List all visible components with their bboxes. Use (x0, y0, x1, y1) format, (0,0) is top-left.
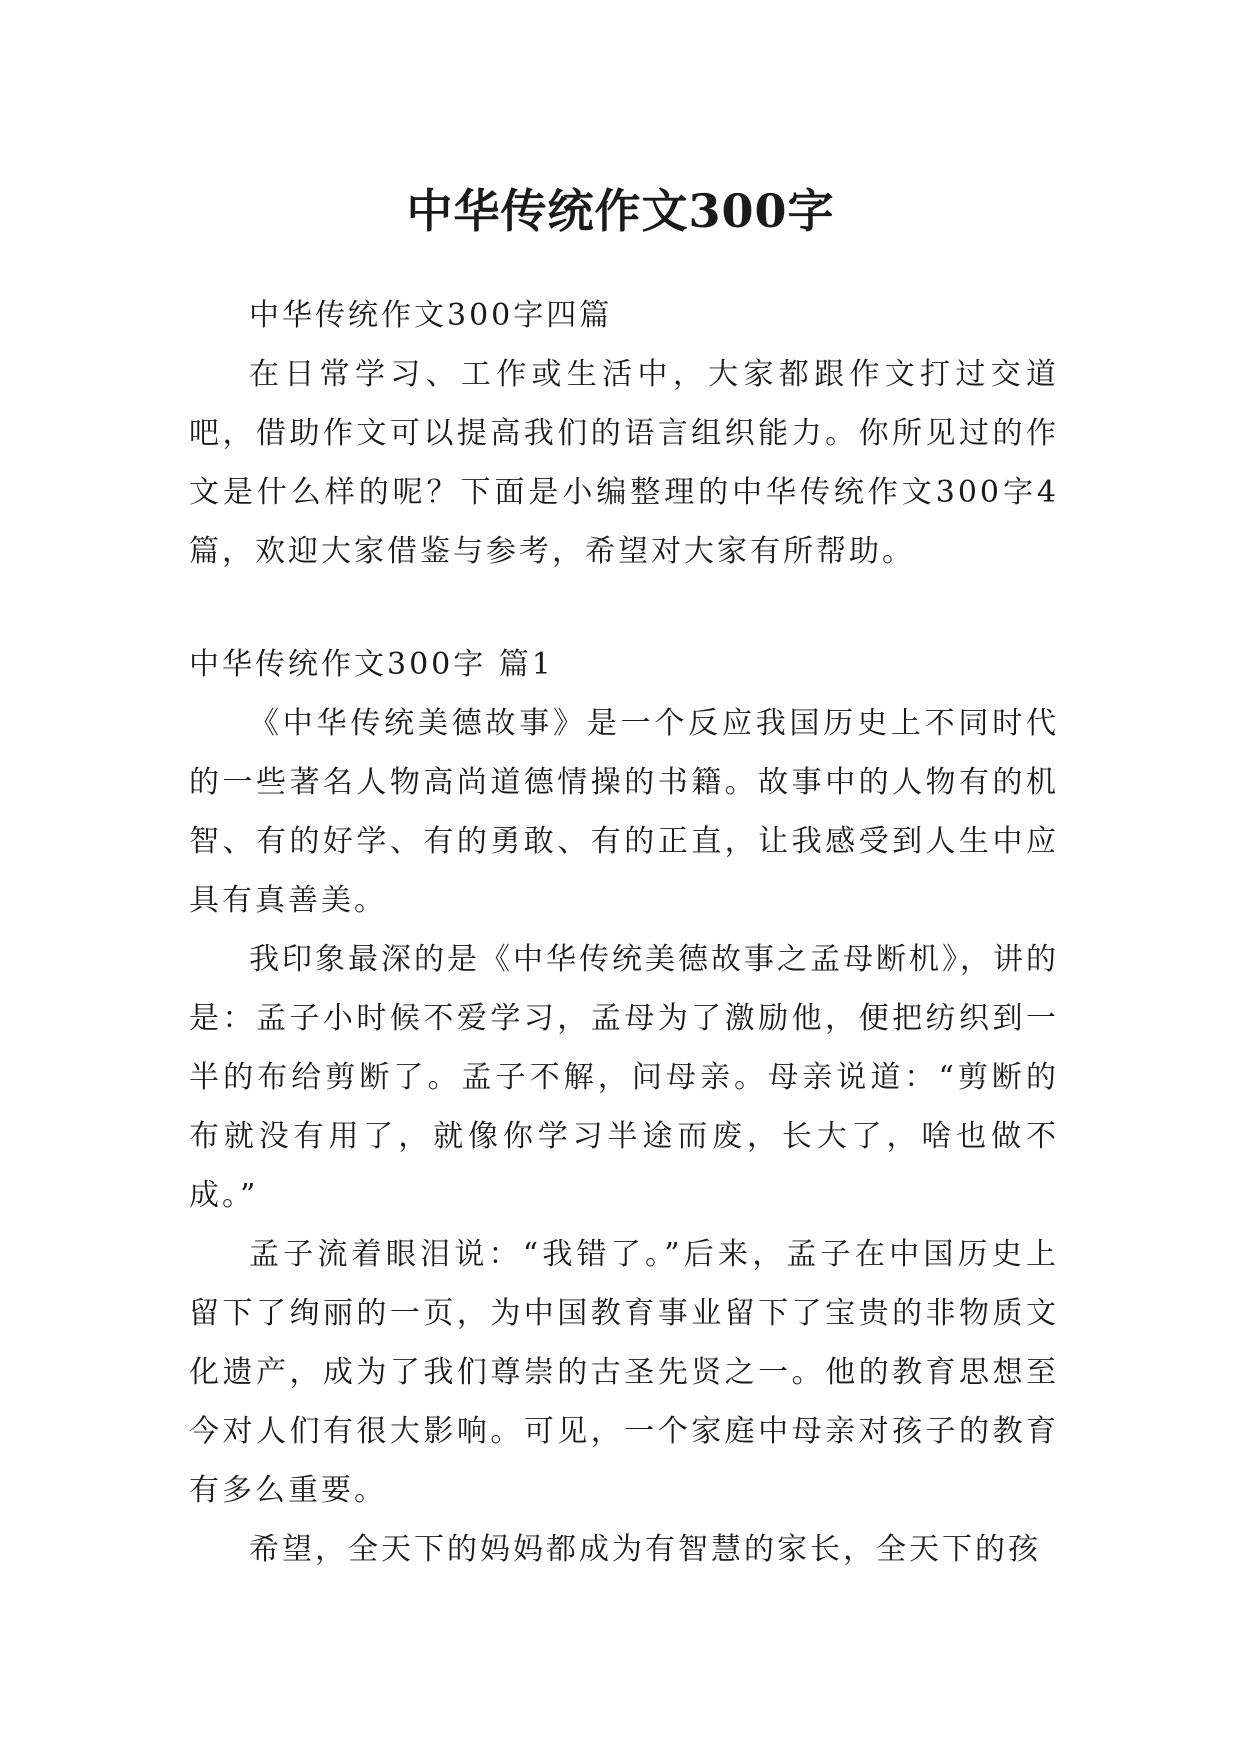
section-heading: 中华传统作文300字 篇1 (189, 647, 554, 682)
document-subtitle: 中华传统作文300字四篇 (249, 298, 613, 333)
essay-paragraph: 希望，全天下的妈妈都成为有智慧的家长，全天下的孩 (249, 1532, 1041, 1567)
section-spacer (189, 581, 1059, 635)
document-body (189, 286, 1059, 1579)
essay-paragraph: 孟子流着眼泪说：“我错了。”后来，孟子在中国历史上留下了绚丽的一页，为中国教育事业留下了宝贵的非物质文化遗产，成为了我们尊崇的古圣先贤之一。他的教育思想至今对人们有很大影响。可见，一个家庭中母亲对孩子的教育有多么重要。 (189, 1237, 1059, 1508)
essay-paragraph: 《中华传统美德故事》是一个反应我国历史上不同时代的一些著名人物高尚道德情操的书籍。故事中的人物有的机智、有的好学、有的勇敢、有的正直，让我感受到人生中应具有真善美。 (189, 706, 1059, 918)
intro-paragraph: 在日常学习、工作或生活中，大家都跟作文打过交道吧，借助作文可以提高我们的语言组织能力。你所见过的作文是什么样的呢？下面是小编整理的中华传统作文300字4篇，欢迎大家借鉴与参考，希望对大家有所帮助。 (189, 357, 1059, 569)
document-title: 中华传统作文300字 (406, 183, 835, 238)
essay-paragraph: 我印象最深的是《中华传统美德故事之孟母断机》，讲的是：孟子小时候不爱学习，孟母为了激励他，便把纺织到一半的布给剪断了。孟子不解，问母亲。母亲说道：“剪断的布就没有用了，就像你学习半途而废，长大了，啥也做不成。” (189, 942, 1059, 1213)
